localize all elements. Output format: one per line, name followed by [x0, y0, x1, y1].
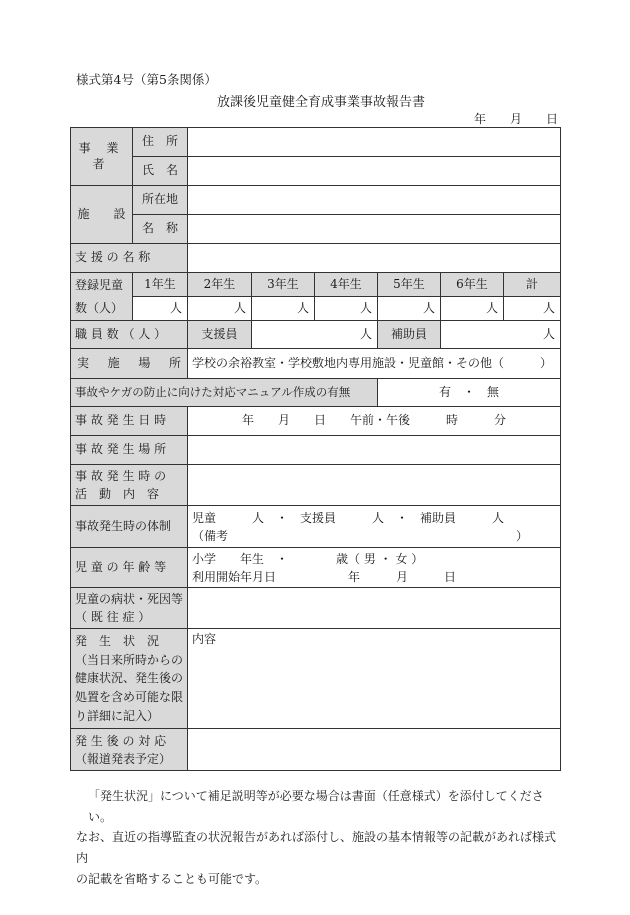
situation-content-label: 内容 — [192, 632, 217, 646]
enrolled-count-label — [71, 273, 133, 321]
manual-label: 事故やケガの防止に向けた対応マニュアル作成の有無 — [71, 379, 378, 407]
facility-name-label: 名 称 — [133, 215, 188, 244]
date-month-label: 月 — [510, 112, 523, 126]
footnote — [76, 786, 566, 889]
venue-label: 実 施 場 所 — [71, 349, 188, 379]
system-remarks-open: （備考 — [192, 528, 229, 543]
grade-3-header: 3年生 — [252, 273, 315, 297]
grade-2-count[interactable]: 人 — [188, 297, 252, 321]
system-remarks-close: ） — [515, 528, 528, 543]
situation-field[interactable] — [188, 629, 561, 729]
child-age-line-2: 利用開始年月日 年 月 日 — [192, 569, 457, 584]
child-illness-label-line1: 児童の病状・死因等 — [75, 592, 184, 606]
accident-activity-label-line2: 活 動 内 容 — [75, 487, 160, 501]
situation-label — [71, 629, 188, 729]
report-table — [70, 127, 561, 771]
accident-datetime-field[interactable]: 年 月 日 午前・午後 時 分 — [188, 407, 561, 436]
child-illness-label — [71, 588, 188, 629]
system-field[interactable] — [188, 506, 561, 548]
date-year-label: 年 — [474, 112, 487, 126]
operator-address-label: 住 所 — [133, 128, 188, 157]
child-illness-label-line2: （ 既 往 症 ） — [75, 610, 151, 624]
enrolled-count-label-line1: 登録児童 — [75, 277, 124, 292]
total-header: 計 — [504, 273, 561, 297]
grade-1-header: 1年生 — [133, 273, 188, 297]
child-age-line-1: 小学 年生 ・ 歳（ 男 ・ 女 ） — [192, 551, 424, 566]
child-age-label: 児 童 の 年 齢 等 — [71, 548, 188, 588]
grade-5-header: 5年生 — [378, 273, 441, 297]
date-day-label: 日 — [546, 112, 559, 126]
enrolled-count-label-line2: 数（人） — [75, 300, 124, 315]
accident-activity-label — [71, 465, 188, 506]
accident-place-field[interactable] — [188, 436, 561, 465]
grade-4-count[interactable]: 人 — [315, 297, 378, 321]
system-label: 事故発生時の体制 — [71, 506, 188, 548]
response-label-line2: （報道発表予定） — [75, 751, 172, 766]
support-name-field[interactable] — [188, 244, 561, 273]
accident-datetime-label: 事 故 発 生 日 時 — [71, 407, 188, 436]
situation-label-line3: 健康状況、発生後の — [75, 671, 184, 686]
footnote-line-1: 「発生状況」について補足説明等が必要な場合は書面（任意様式）を添付してください。 — [88, 789, 544, 824]
situation-label-line4: 処置を含め可能な限 — [75, 690, 184, 705]
child-age-field[interactable] — [188, 548, 561, 588]
accident-activity-field[interactable] — [188, 465, 561, 506]
situation-label-line2: （当日来所時からの — [75, 652, 184, 667]
grade-2-header: 2年生 — [188, 273, 252, 297]
accident-activity-label-line1: 事 故 発 生 時 の — [75, 469, 167, 483]
operator-address-field[interactable] — [188, 128, 561, 157]
accident-place-label: 事 故 発 生 場 所 — [71, 436, 188, 465]
staff-supporter-label: 支援員 — [188, 321, 252, 349]
response-label-line1: 発 生 後 の 対 応 — [75, 733, 167, 748]
footnote-line-2: なお、直近の指導監査の状況報告があれば添付し、施設の基本情報等の記載があれば様式内 — [76, 830, 557, 865]
response-label — [71, 729, 188, 771]
staff-supporter-count[interactable]: 人 — [252, 321, 378, 349]
manual-choice[interactable]: 有 ・ 無 — [378, 379, 561, 407]
situation-label-line5: り詳細に記入） — [75, 708, 160, 723]
facility-name-field[interactable] — [188, 215, 561, 244]
support-name-label: 支 援 の 名 称 — [71, 244, 188, 273]
facility-location-label: 所在地 — [133, 186, 188, 215]
venue-options[interactable]: 学校の余裕教室・学校敷地内専用施設・児童館・その他（ ） — [188, 349, 561, 379]
system-line-1: 児童 人 ・ 支援員 人 ・ 補助員 人 — [192, 510, 505, 525]
operator-label: 事 業 者 — [71, 128, 133, 186]
situation-label-line1: 発 生 状 況 — [75, 634, 160, 648]
total-count[interactable]: 人 — [504, 297, 561, 321]
grade-3-count[interactable]: 人 — [252, 297, 315, 321]
operator-name-label: 氏 名 — [133, 157, 188, 186]
response-field[interactable] — [188, 729, 561, 771]
grade-6-count[interactable]: 人 — [441, 297, 504, 321]
form-number: 様式第4号（第5条関係） — [76, 72, 217, 87]
grade-5-count[interactable]: 人 — [378, 297, 441, 321]
operator-name-field[interactable] — [188, 157, 561, 186]
footnote-line-3: の記載を省略することも可能です。 — [76, 871, 268, 886]
facility-label: 施 設 — [71, 186, 133, 244]
grade-6-header: 6年生 — [441, 273, 504, 297]
child-illness-field[interactable] — [188, 588, 561, 629]
staff-assistant-label: 補助員 — [378, 321, 441, 349]
grade-1-count[interactable]: 人 — [133, 297, 188, 321]
system-line-2 — [192, 527, 556, 545]
grade-4-header: 4年生 — [315, 273, 378, 297]
report-date — [474, 110, 558, 127]
document-title: 放課後児童健全育成事業事故報告書 — [216, 95, 425, 110]
staff-count-label: 職 員 数 （ 人 ） — [71, 321, 188, 349]
staff-assistant-count[interactable]: 人 — [441, 321, 561, 349]
facility-location-field[interactable] — [188, 186, 561, 215]
